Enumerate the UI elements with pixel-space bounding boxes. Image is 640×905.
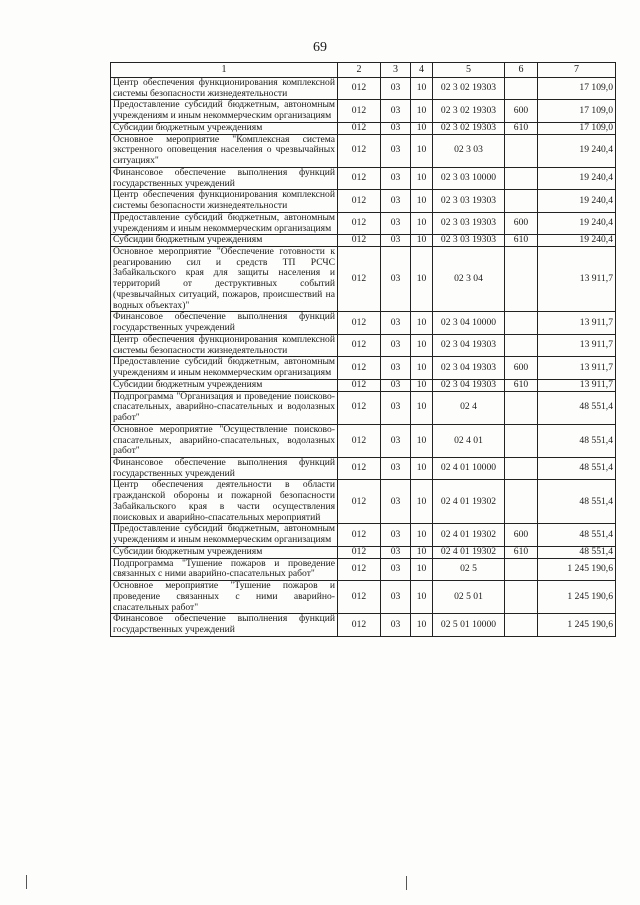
expense-type-cell: 600: [505, 100, 538, 122]
row-name-cell: Субсидии бюджетным учреждениям: [111, 379, 338, 391]
section-cell: 03: [381, 212, 411, 234]
row-name-cell: Центр обеспечения функционирования комплексной системы безопасности жизнедеятельности: [111, 190, 338, 212]
page-number: 69: [313, 40, 327, 55]
subsection-cell: 10: [411, 357, 433, 379]
section-cell: 03: [381, 424, 411, 457]
admin-code-cell: 012: [338, 334, 381, 356]
expense-type-cell: 600: [505, 212, 538, 234]
target-article-cell: 02 3 03 19303: [433, 235, 505, 247]
subsection-cell: 10: [411, 614, 433, 636]
target-article-cell: 02 3 04 19303: [433, 357, 505, 379]
target-article-cell: 02 3 04 10000: [433, 312, 505, 334]
subsection-cell: 10: [411, 235, 433, 247]
expense-type-cell: 610: [505, 235, 538, 247]
expense-type-cell: [505, 457, 538, 479]
target-article-cell: 02 3 03 19303: [433, 190, 505, 212]
admin-code-cell: 012: [338, 546, 381, 558]
table-row: [111, 190, 616, 212]
expense-type-cell: [505, 614, 538, 636]
table-row: [111, 558, 616, 580]
row-name-cell: Предоставление субсидий бюджетным, автономным учреждениям и иным некоммерческим организациям: [111, 357, 338, 379]
table-row: [111, 78, 616, 100]
table-row: [111, 235, 616, 247]
amount-cell: 48 551,4: [538, 480, 616, 524]
table-row: [111, 391, 616, 424]
column-header: 3: [381, 63, 411, 78]
row-name-cell: Основное мероприятие "Осуществление поисково-спасательных, аварийно-спасательных, водолазных работ": [111, 424, 338, 457]
section-cell: 03: [381, 391, 411, 424]
admin-code-cell: 012: [338, 391, 381, 424]
subsection-cell: 10: [411, 167, 433, 189]
subsection-cell: 10: [411, 247, 433, 312]
row-name-cell: Финансовое обеспечение выполнения функций государственных учреждений: [111, 457, 338, 479]
admin-code-cell: 012: [338, 235, 381, 247]
table-row: [111, 334, 616, 356]
amount-cell: 19 240,4: [538, 235, 616, 247]
table-row: [111, 614, 616, 636]
expense-type-cell: [505, 134, 538, 167]
amount-cell: 48 551,4: [538, 457, 616, 479]
column-header: 7: [538, 63, 616, 78]
section-cell: 03: [381, 558, 411, 580]
scan-margin-mark: [406, 876, 407, 890]
row-name-cell: Субсидии бюджетным учреждениям: [111, 122, 338, 134]
target-article-cell: 02 5 01: [433, 581, 505, 614]
section-cell: 03: [381, 122, 411, 134]
admin-code-cell: 012: [338, 424, 381, 457]
expense-type-cell: 610: [505, 122, 538, 134]
row-name-cell: Основное мероприятие "Тушение пожаров и проведение связанных с ними аварийно-спасательных работ": [111, 581, 338, 614]
subsection-cell: 10: [411, 480, 433, 524]
admin-code-cell: 012: [338, 357, 381, 379]
expense-type-cell: [505, 312, 538, 334]
admin-code-cell: 012: [338, 581, 381, 614]
amount-cell: 13 911,7: [538, 312, 616, 334]
expense-type-cell: [505, 581, 538, 614]
subsection-cell: 10: [411, 190, 433, 212]
admin-code-cell: 012: [338, 379, 381, 391]
column-header: 5: [433, 63, 505, 78]
row-name-cell: Субсидии бюджетным учреждениям: [111, 546, 338, 558]
admin-code-cell: 012: [338, 212, 381, 234]
budget-table: [110, 62, 616, 637]
section-cell: 03: [381, 190, 411, 212]
column-header: 6: [505, 63, 538, 78]
table-row: [111, 312, 616, 334]
target-article-cell: 02 3 04: [433, 247, 505, 312]
amount-cell: 13 911,7: [538, 334, 616, 356]
amount-cell: 1 245 190,6: [538, 558, 616, 580]
table-row: [111, 122, 616, 134]
amount-cell: 19 240,4: [538, 212, 616, 234]
table-row: [111, 546, 616, 558]
section-cell: 03: [381, 614, 411, 636]
subsection-cell: 10: [411, 379, 433, 391]
row-name-cell: Предоставление субсидий бюджетным, автономным учреждениям и иным некоммерческим организациям: [111, 100, 338, 122]
subsection-cell: 10: [411, 334, 433, 356]
table-row: [111, 167, 616, 189]
expense-type-cell: [505, 424, 538, 457]
admin-code-cell: 012: [338, 480, 381, 524]
target-article-cell: 02 3 02 19303: [433, 122, 505, 134]
target-article-cell: 02 3 02 19303: [433, 100, 505, 122]
target-article-cell: 02 4 01 19302: [433, 524, 505, 546]
target-article-cell: 02 3 03 19303: [433, 212, 505, 234]
section-cell: 03: [381, 334, 411, 356]
expense-type-cell: [505, 334, 538, 356]
expense-type-cell: [505, 78, 538, 100]
amount-cell: 1 245 190,6: [538, 614, 616, 636]
section-cell: 03: [381, 581, 411, 614]
section-cell: 03: [381, 167, 411, 189]
table-row: [111, 524, 616, 546]
amount-cell: 13 911,7: [538, 379, 616, 391]
row-name-cell: Финансовое обеспечение выполнения функций государственных учреждений: [111, 312, 338, 334]
target-article-cell: 02 5: [433, 558, 505, 580]
amount-cell: 17 109,0: [538, 122, 616, 134]
target-article-cell: 02 5 01 10000: [433, 614, 505, 636]
amount-cell: 13 911,7: [538, 247, 616, 312]
table-row: [111, 247, 616, 312]
amount-cell: 19 240,4: [538, 134, 616, 167]
table-row: [111, 424, 616, 457]
expense-type-cell: 600: [505, 524, 538, 546]
column-header: 1: [111, 63, 338, 78]
row-name-cell: Основное мероприятие "Комплексная система экстренного оповещения населения о чрезвычайных ситуациях": [111, 134, 338, 167]
row-name-cell: Предоставление субсидий бюджетным, автономным учреждениям и иным некоммерческим организациям: [111, 524, 338, 546]
section-cell: 03: [381, 546, 411, 558]
target-article-cell: 02 4 01 19302: [433, 480, 505, 524]
amount-cell: 48 551,4: [538, 524, 616, 546]
row-name-cell: Финансовое обеспечение выполнения функций государственных учреждений: [111, 614, 338, 636]
expense-type-cell: 610: [505, 379, 538, 391]
row-name-cell: Центр обеспечения деятельности в области гражданской обороны и пожарной безопасности Забайкальского края в части осуществления поисковых и аварийно-спасательных мероприятий: [111, 480, 338, 524]
amount-cell: 17 109,0: [538, 100, 616, 122]
expense-type-cell: [505, 391, 538, 424]
target-article-cell: 02 4 01 10000: [433, 457, 505, 479]
admin-code-cell: 012: [338, 524, 381, 546]
expense-type-cell: 610: [505, 546, 538, 558]
subsection-cell: 10: [411, 524, 433, 546]
amount-cell: 1 245 190,6: [538, 581, 616, 614]
section-cell: 03: [381, 379, 411, 391]
amount-cell: 19 240,4: [538, 190, 616, 212]
table-row: [111, 357, 616, 379]
amount-cell: 48 551,4: [538, 424, 616, 457]
column-header: 2: [338, 63, 381, 78]
table-row: [111, 134, 616, 167]
expense-type-cell: 600: [505, 357, 538, 379]
amount-cell: 19 240,4: [538, 167, 616, 189]
subsection-cell: 10: [411, 122, 433, 134]
subsection-cell: 10: [411, 212, 433, 234]
admin-code-cell: 012: [338, 100, 381, 122]
admin-code-cell: 012: [338, 122, 381, 134]
subsection-cell: 10: [411, 78, 433, 100]
admin-code-cell: 012: [338, 558, 381, 580]
scan-margin-mark: [26, 875, 27, 889]
target-article-cell: 02 3 03 10000: [433, 167, 505, 189]
section-cell: 03: [381, 134, 411, 167]
admin-code-cell: 012: [338, 457, 381, 479]
target-article-cell: 02 4: [433, 391, 505, 424]
subsection-cell: 10: [411, 558, 433, 580]
table-body: [111, 78, 616, 637]
admin-code-cell: 012: [338, 190, 381, 212]
expense-type-cell: [505, 190, 538, 212]
admin-code-cell: 012: [338, 247, 381, 312]
row-name-cell: Центр обеспечения функционирования комплексной системы безопасности жизнедеятельности: [111, 334, 338, 356]
subsection-cell: 10: [411, 391, 433, 424]
amount-cell: 17 109,0: [538, 78, 616, 100]
row-name-cell: Субсидии бюджетным учреждениям: [111, 235, 338, 247]
target-article-cell: 02 3 02 19303: [433, 78, 505, 100]
table-row: [111, 212, 616, 234]
amount-cell: 48 551,4: [538, 391, 616, 424]
admin-code-cell: 012: [338, 167, 381, 189]
target-article-cell: 02 3 04 19303: [433, 334, 505, 356]
subsection-cell: 10: [411, 100, 433, 122]
row-name-cell: Финансовое обеспечение выполнения функций государственных учреждений: [111, 167, 338, 189]
amount-cell: 13 911,7: [538, 357, 616, 379]
section-cell: 03: [381, 457, 411, 479]
section-cell: 03: [381, 100, 411, 122]
target-article-cell: 02 4 01 19302: [433, 546, 505, 558]
subsection-cell: 10: [411, 424, 433, 457]
subsection-cell: 10: [411, 546, 433, 558]
expense-type-cell: [505, 558, 538, 580]
section-cell: 03: [381, 312, 411, 334]
row-name-cell: Центр обеспечения функционирования комплексной системы безопасности жизнедеятельности: [111, 78, 338, 100]
section-cell: 03: [381, 524, 411, 546]
table-row: [111, 480, 616, 524]
section-cell: 03: [381, 78, 411, 100]
expense-type-cell: [505, 480, 538, 524]
subsection-cell: 10: [411, 312, 433, 334]
amount-cell: 48 551,4: [538, 546, 616, 558]
row-name-cell: Основное мероприятие "Обеспечение готовности к реагированию сил и средств ТП РСЧС Забайкальского края для защиты населения и территорий от деструктивных событий (чрезвычайных ситуаций, пожаров, происшествий на водных объектах)": [111, 247, 338, 312]
admin-code-cell: 012: [338, 134, 381, 167]
subsection-cell: 10: [411, 134, 433, 167]
subsection-cell: 10: [411, 581, 433, 614]
header-row: [111, 63, 616, 78]
section-cell: 03: [381, 247, 411, 312]
table-row: [111, 581, 616, 614]
target-article-cell: 02 4 01: [433, 424, 505, 457]
column-header: 4: [411, 63, 433, 78]
expense-type-cell: [505, 167, 538, 189]
table-row: [111, 379, 616, 391]
admin-code-cell: 012: [338, 78, 381, 100]
section-cell: 03: [381, 357, 411, 379]
table-row: [111, 457, 616, 479]
target-article-cell: 02 3 03: [433, 134, 505, 167]
section-cell: 03: [381, 480, 411, 524]
target-article-cell: 02 3 04 19303: [433, 379, 505, 391]
subsection-cell: 10: [411, 457, 433, 479]
row-name-cell: Предоставление субсидий бюджетным, автономным учреждениям и иным некоммерческим организациям: [111, 212, 338, 234]
row-name-cell: Подпрограмма "Тушение пожаров и проведение связанных с ними аварийно-спасательных работ": [111, 558, 338, 580]
section-cell: 03: [381, 235, 411, 247]
admin-code-cell: 012: [338, 614, 381, 636]
admin-code-cell: 012: [338, 312, 381, 334]
table-row: [111, 100, 616, 122]
expense-type-cell: [505, 247, 538, 312]
row-name-cell: Подпрограмма "Организация и проведение поисково-спасательных, аварийно-спасательных и водолазных работ": [111, 391, 338, 424]
